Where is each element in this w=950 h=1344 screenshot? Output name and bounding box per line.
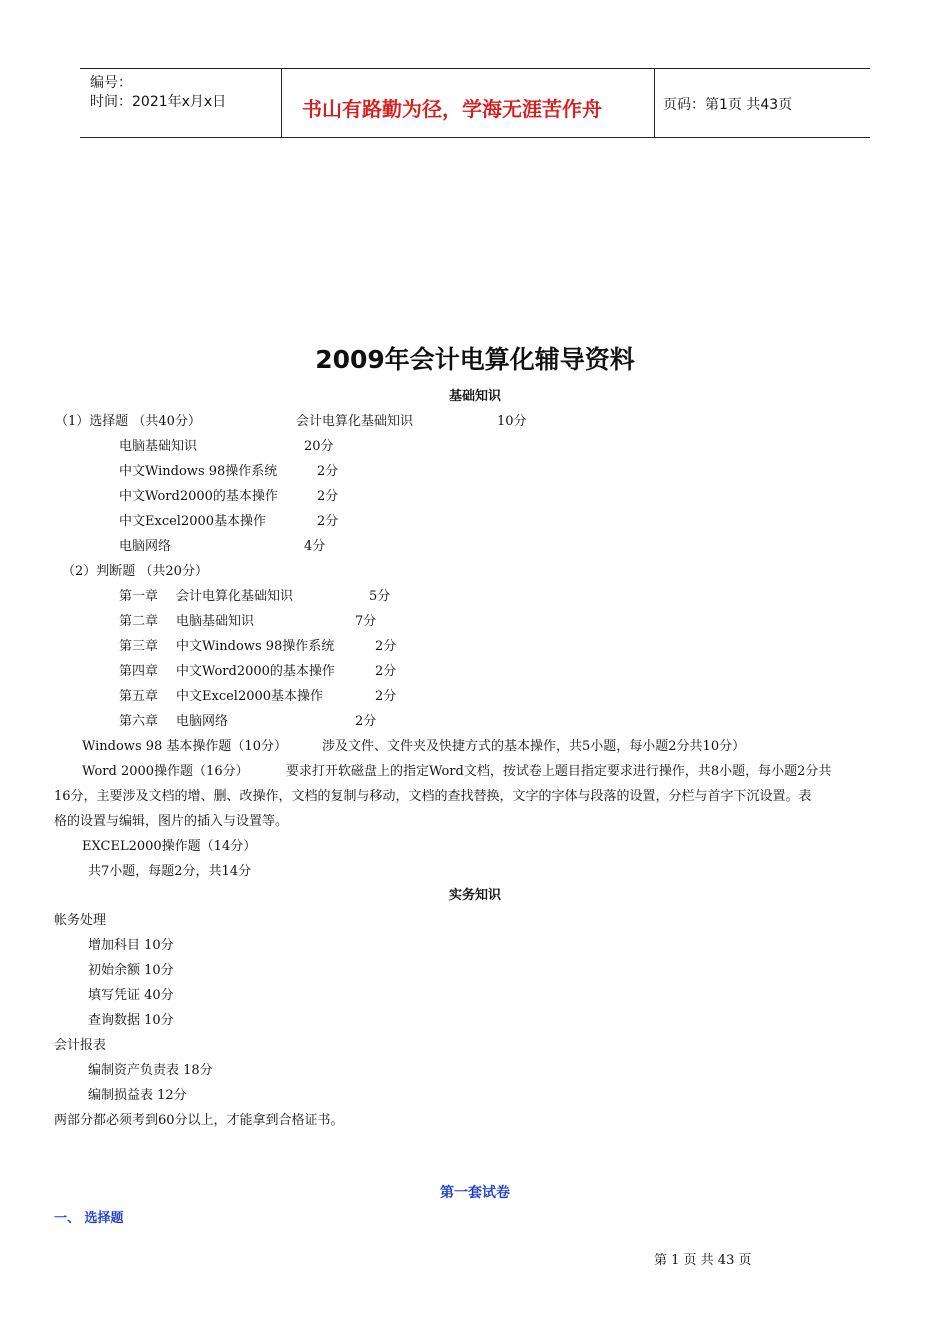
choice-item-score: 20分 [304,439,334,454]
choice-item-name: 电脑网络 [119,539,172,554]
excel-desc: 共7小题，每题2分，共14分 [88,864,252,879]
choice-item-score: 4分 [304,539,326,554]
header-time-label: 时间：2021年x月x日 [90,94,227,110]
judge-item-score: 2分 [355,714,377,729]
judge-item-name: 中文Excel2000基本操作 [176,689,324,704]
choice-item-score: 2分 [317,489,339,504]
choice-label: （1）选择题 （共40分） [55,414,201,429]
choice-item-score: 2分 [317,464,339,479]
exam-section-choice: 一、 选择题 [54,1211,124,1226]
page-title: 2009年会计电算化辅导资料 [315,345,635,374]
header-page-label: 页码：第1页 共43页 [663,97,793,113]
header-motto-cell [282,69,655,137]
report-item: 编制资产负责表 18分 [88,1063,213,1078]
windows-desc: 涉及文件、文件夹及快捷方式的基本操作，共5小题，每小题2分共10分） [322,739,746,754]
header-number-label: 编号： [90,75,132,91]
pass-note: 两部分都必须考到60分以上，才能拿到合格证书。 [54,1113,344,1128]
accounting-item: 查询数据 10分 [88,1013,174,1028]
excel-label: EXCEL2000操作题（14分） [82,839,257,854]
windows-label: Windows 98 基本操作题（10分） [82,739,287,754]
exam-title: 第一套试卷 [440,1185,510,1201]
judge-item-score: 2分 [375,664,397,679]
report-item: 编制损益表 12分 [88,1088,187,1103]
choice-item-name: 中文Excel2000基本操作 [119,514,267,529]
basic-heading: 基础知识 [448,389,501,404]
accounting-item: 初始余额 10分 [88,963,174,978]
word-label: Word 2000操作题（16分） [82,764,249,779]
accounting-item: 增加科目 10分 [88,938,174,953]
word-line3: 格的设置与编辑，图片的插入与设置等。 [54,814,289,829]
judge-chapter: 第一章 [119,589,159,604]
footer-page-number: 第 1 页 共 43 页 [654,1253,752,1268]
judge-item-name: 电脑基础知识 [176,614,255,629]
judge-chapter: 第四章 [119,664,159,679]
judge-item-score: 7分 [355,614,377,629]
judge-item-score: 2分 [375,639,397,654]
word-line2: 16分，主要涉及文档的增、删、改操作，文档的复制与移动，文档的查找替换，文字的字体与段落的设置，分栏与首字下沉设置。表 [54,789,812,804]
judge-item-name: 电脑网络 [176,714,229,729]
accounting-label: 帐务处理 [54,913,107,928]
judge-chapter: 第五章 [119,689,159,704]
choice-item-name: 中文Word2000的基本操作 [119,489,278,504]
report-label: 会计报表 [54,1038,107,1053]
header-motto: 书山有路勤为径，学海无涯苦作舟 [302,97,602,121]
judge-chapter: 第二章 [119,614,159,629]
judge-chapter: 第六章 [119,714,159,729]
choice-item-name: 电脑基础知识 [119,439,198,454]
judge-item-score: 5分 [369,589,391,604]
accounting-item: 填写凭证 40分 [88,988,174,1003]
choice-item-score: 2分 [317,514,339,529]
choice-item-name: 会计电算化基础知识 [296,414,414,429]
practice-heading: 实务知识 [448,888,501,903]
judge-item-name: 中文Word2000的基本操作 [176,664,335,679]
choice-item-score: 10分 [497,414,527,429]
choice-item-name: 中文Windows 98操作系统 [119,464,278,479]
header-left-cell [80,69,282,137]
judge-item-name: 中文Windows 98操作系统 [176,639,335,654]
judge-label: （2）判断题 （共20分） [62,564,208,579]
judge-item-name: 会计电算化基础知识 [176,589,294,604]
header-table [80,68,870,138]
judge-item-score: 2分 [375,689,397,704]
judge-chapter: 第三章 [119,639,159,654]
header-page-cell [655,69,870,137]
word-line1: 要求打开软磁盘上的指定Word文档，按试卷上题目指定要求进行操作，共8小题，每小题2分共 [286,764,832,779]
